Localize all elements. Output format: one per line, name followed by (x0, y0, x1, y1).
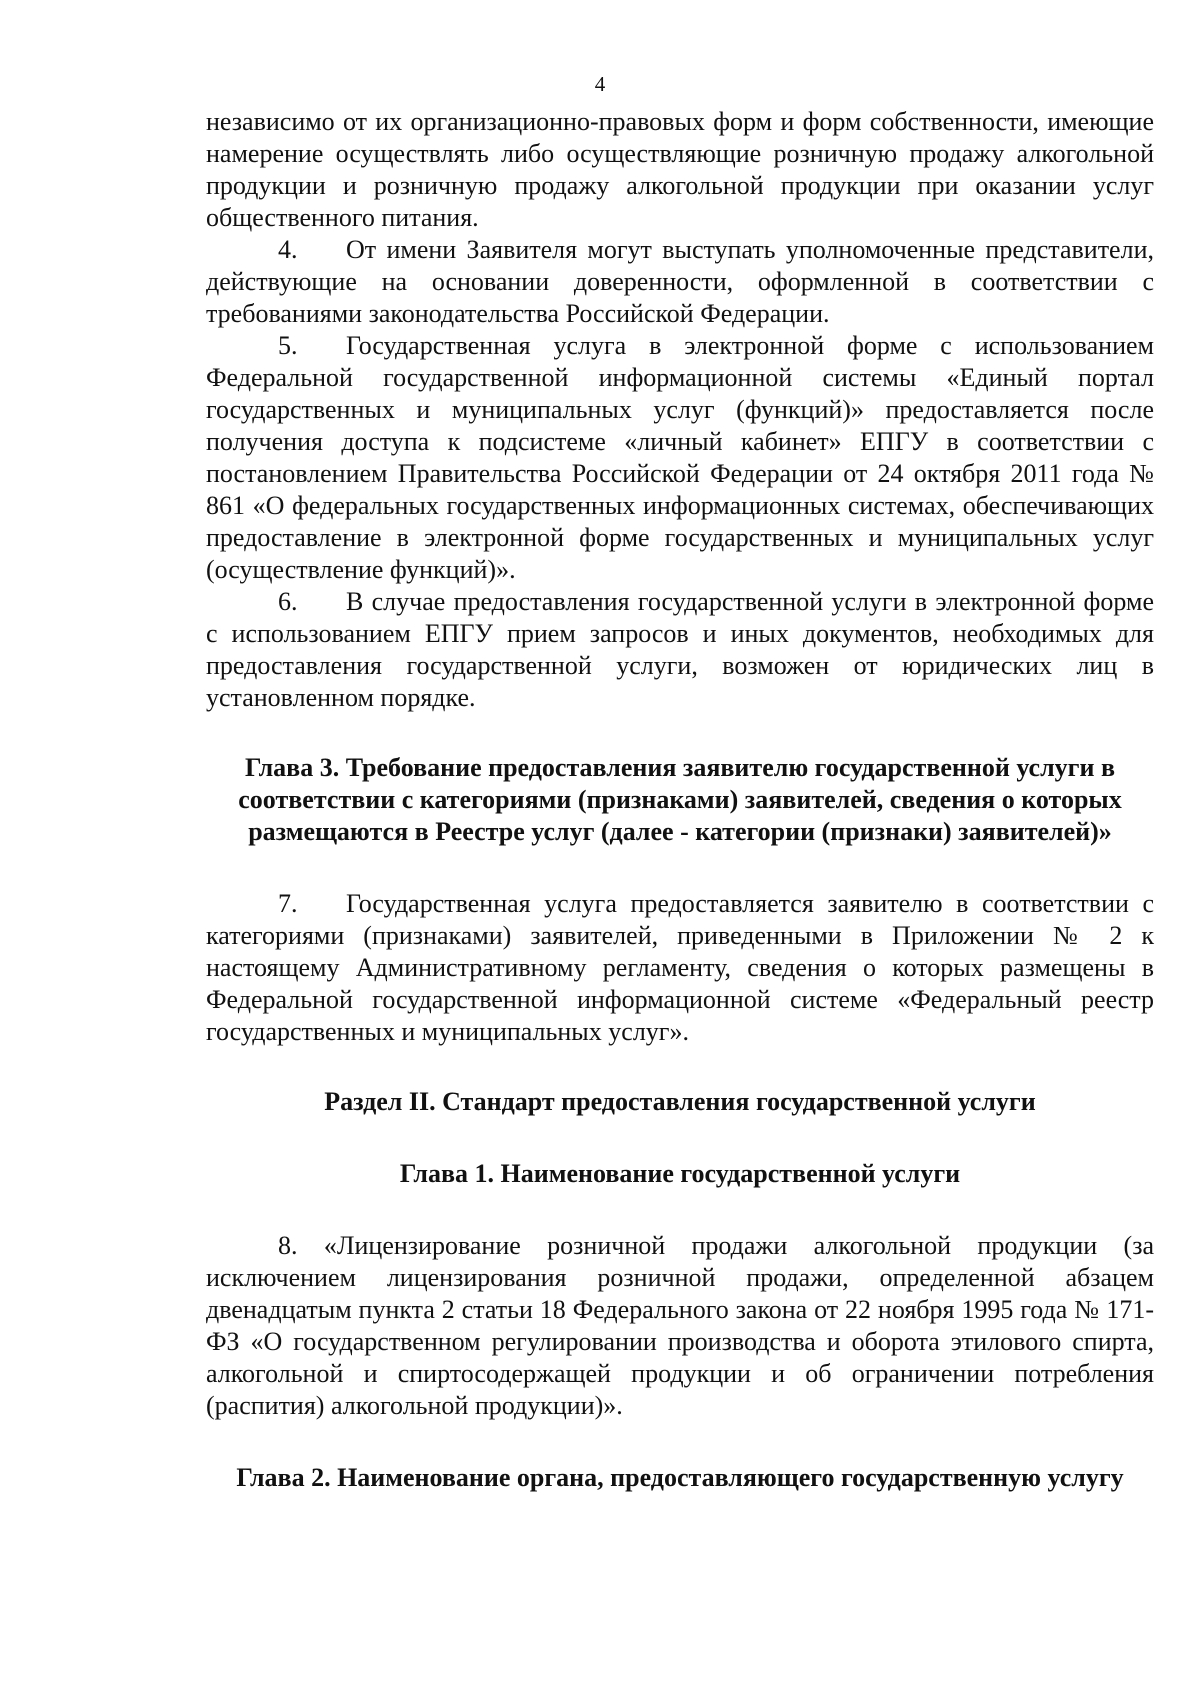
section-2-heading: Раздел II. Стандарт предоставления государственной услуги (324, 1087, 1036, 1116)
paragraph-6 (206, 586, 1154, 714)
chapter-2-heading: Глава 2. Наименование органа, предоставляющего государственную услугу (236, 1463, 1124, 1492)
paragraph-text: «Лицензирование розничной продажи алкогольной продукции (за исключением лицензирования розничной продажи, определенной абзацем двенадцатым пункта 2 статьи 18 Федерального закона от 22 ноября 1995 года № 171-ФЗ «О государственном регулировании производства и оборота этилового спирта, алкогольной и спиртосодержащей продукции и об ограничении потребления (распития) алкогольной продукции)». (206, 1231, 1154, 1420)
paragraph-8 (206, 1230, 1154, 1422)
paragraph-number: 7. (278, 889, 298, 918)
paragraph-text: От имени Заявителя могут выступать уполномоченные представители, действующие на основании доверенности, оформленной в соответствии с требованиями законодательства Российской Федерации. (206, 235, 1154, 328)
paragraph-number: 8. (278, 1231, 298, 1260)
paragraph-number: 6. (278, 587, 298, 616)
paragraph-text: Государственная услуга в электронной форме с использованием Федеральной государственной информационной системы «Единый портал государственных и муниципальных услуг (функций)» предоставляется после получения доступа к подсистеме «личный кабинет» ЕПГУ в соответствии с постановлением Правительства Российской Федерации от 24 октября 2011 года № 861 «О федеральных государственных информационных системах, обеспечивающих предоставление в электронной форме государственных и муниципальных услуг (осуществление функций)». (206, 331, 1154, 584)
paragraph-7 (206, 888, 1154, 1048)
paragraph-number: 5. (278, 331, 298, 360)
paragraph-5 (206, 330, 1154, 586)
paragraph-4 (206, 234, 1154, 330)
paragraph-number: 4. (278, 235, 298, 264)
paragraph-text: Государственная услуга предоставляется заявителю в соответствии с категориями (признаками) заявителей, приведенными в Приложении № 2 к настоящему Административному регламенту, сведения о которых размещены в Федеральной государственной информационной системе «Федеральный реестр государственных и муниципальных услуг». (206, 889, 1154, 1046)
paragraph-text: В случае предоставления государственной услуги в электронной форме с использованием ЕПГУ прием запросов и иных документов, необходимых для предоставления государственной услуги, возможен от юридических лиц в установленном порядке. (206, 587, 1154, 712)
page-number: 4 (594, 72, 606, 96)
chapter-3-heading: Глава 3. Требование предоставления заявителю государственной услуги в соответствии с категориями (признаками) заявителей, сведения о которых размещаются в Реестре услуг (далее - категории (признаки) заявителей)» (238, 753, 1122, 846)
paragraph-continuation: независимо от их организационно-правовых форм и форм собственности, имеющие намерение осуществлять либо осуществляющие розничную продажу алкогольной продукции и розничную продажу алкогольной продукции при оказании услуг общественного питания. (206, 107, 1154, 232)
chapter-1-heading: Глава 1. Наименование государственной услуги (399, 1159, 961, 1188)
document-body (206, 106, 1154, 1494)
